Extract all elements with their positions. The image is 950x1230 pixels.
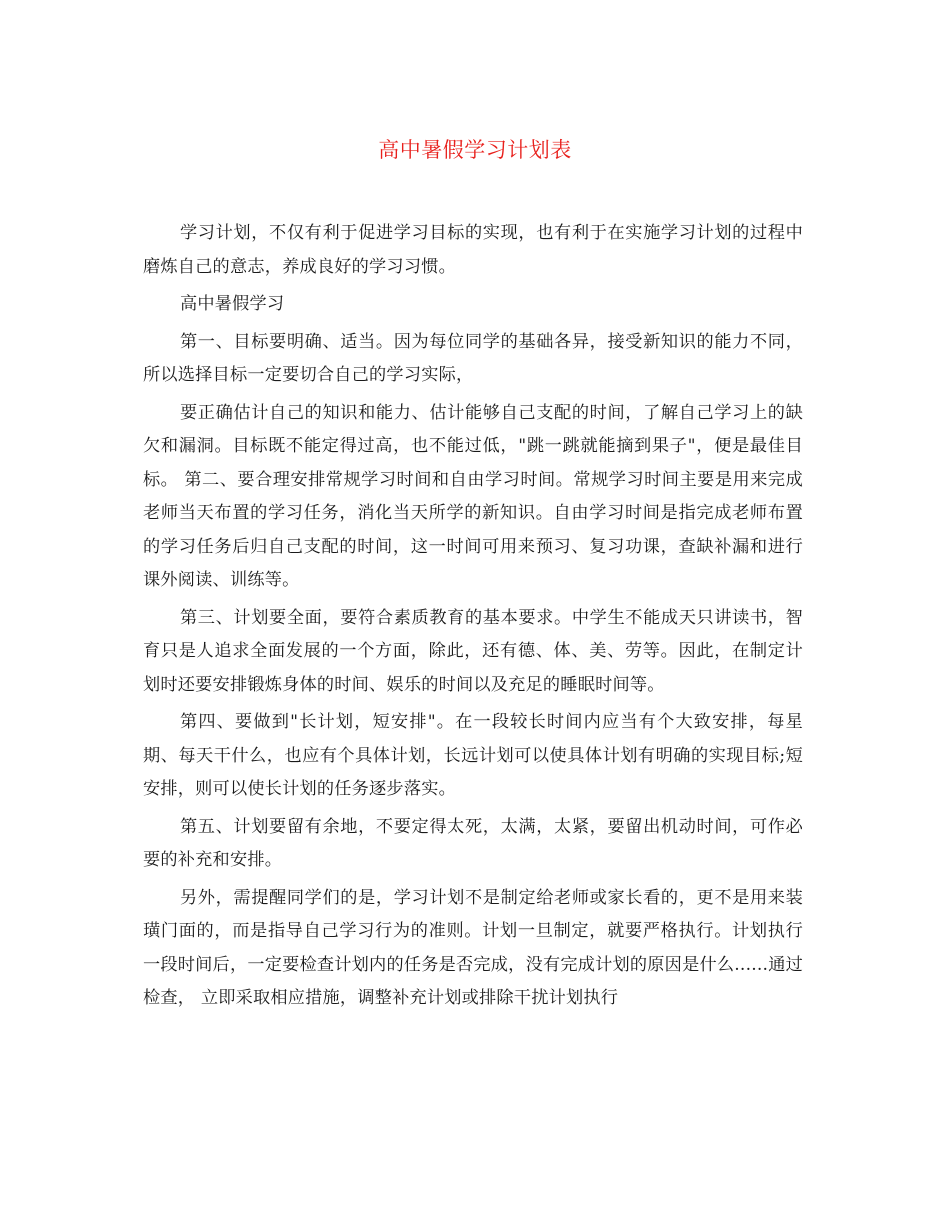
paragraph-point-one-cont: 要正确估计自己的知识和能力、估计能够自己支配的时间，了解自己学习上的缺欠和漏洞。目标既不能定得过高，也不能过低，"跳一跳就能摘到果子"，便是最佳目标。 第二、要合理安排常规学习时间和自由学习时间。常规学习时间主要是用来完成老师当天布置的学习任务，消化当天所学的新知识。自由学习时间是指完成老师布置的学习任务后归自己支配的时间，这一时间可用来预习、复习功课，查缺补漏和进行课外阅读、训练等。: [143, 402, 803, 590]
paragraph-point-five: 第五、计划要留有余地，不要定得太死，太满，太紧，要留出机动时间，可作必要的补充和安排。: [143, 816, 803, 870]
paragraph-reminder: 另外，需提醒同学们的是，学习计划不是制定给老师或家长看的，更不是用来装璜门面的，而是指导自己学习行为的准则。计划一旦制定，就要严格执行。计划执行一段时间后，一定要检查计划内的任务是否完成，没有完成计划的原因是什么......通过检查， 立即采取相应措施，调整补充计划或排除干扰计划执行: [143, 887, 803, 1008]
paragraph-point-three: 第三、计划要全面，要符合素质教育的基本要求。中学生不能成天只讲读书，智育只是人追求全面发展的一个方面，除此，还有德、体、美、劳等。因此，在制定计划时还要安排锻炼身体的时间、娱乐的时间以及充足的睡眠时间等。: [143, 607, 803, 695]
document-body: [143, 217, 803, 1020]
paragraph-point-one: 第一、目标要明确、适当。因为每位同学的基础各异，接受新知识的能力不同，所以选择目标一定要切合自己的学习实际，: [143, 331, 803, 385]
paragraph-point-four: 第四、要做到"长计划，短安排"。在一段较长时间内应当有个大致安排，每星期、每天干什么，也应有个具体计划，长远计划可以使具体计划有明确的实现目标;短安排，则可以使长计划的任务逐步落实。: [143, 712, 803, 799]
paragraph-intro: 学习计划，不仅有利于促进学习目标的实现，也有利于在实施学习计划的过程中磨炼自己的意志，养成良好的学习习惯。: [143, 223, 803, 277]
paragraph-subheading: 高中暑假学习: [179, 294, 285, 314]
document-title: 高中暑假学习计划表: [378, 138, 572, 162]
